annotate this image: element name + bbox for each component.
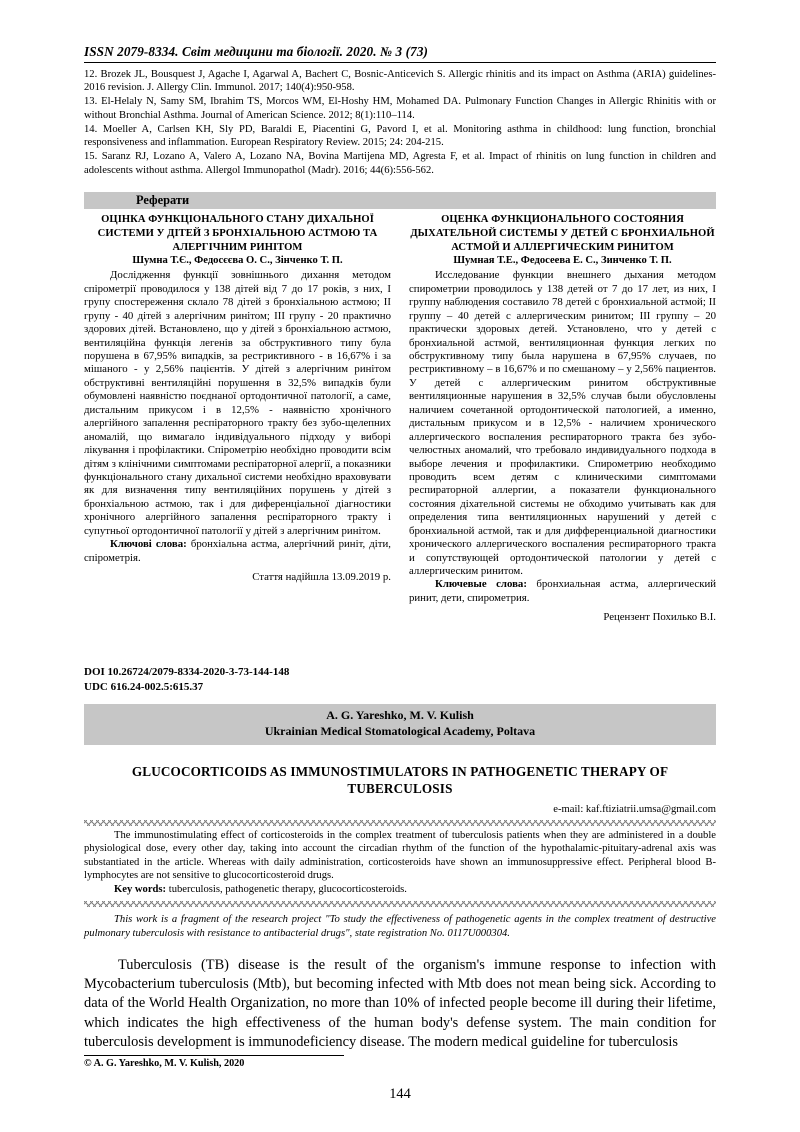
article-author-band — [84, 704, 716, 745]
reference-item: 13. El-Helaly N, Samy SM, Ibrahim TS, Morcos WM, El-Hoshy HM, Mohamed DA. Pulmonary Function Changes in Allergic Rhinitis with or without Bronchial Asthma. Journal of American Science. 2012; 8(1):110–114. — [84, 96, 716, 121]
article-abstract: The immunostimulating effect of corticosteroids in the complex treatment of tuberculosis patients when they are administered in a double physiological dose, every other day, taking into account the circadian rhythm of the function of the hypothalamic-pituitary-adrenal axis was substantiated in the article. Whereas with daily administration, corticosteroids have shown an immunosuppressive effect. Peripheral blood B-lymphocytes are not sensitive to glucocorticosteroid drugs. — [84, 829, 716, 882]
abstract-ukrainian — [84, 213, 391, 623]
reference-list — [84, 68, 716, 177]
abstract-ua-keywords-label: Ключові слова: — [110, 538, 187, 551]
abstract-russian — [409, 213, 716, 623]
abstract-ua-body: Дослідження функції зовнішнього дихання методом спірометрії проводилося у 138 дітей від 7 до 17 років, з них, I групу спостереження склало 78 дітей з бронхіальною астмою; II групу - 40 дітей з алергічним ринітом; III групу - 20 практично здорових дітей. Встановлено, що у дітей з бронхіальною астмою, вентиляційна функція легенів за обструктивного типу була порушена в 67,95% випадків, за рестриктивного - в 16,67% і за мішаного - у 2,56% пацієнтів. У дітей з алергічним ринітом обструктивні вентиляційні порушення в 32,5% випадків були обумовлені наявністю поєднаної ортодонтичної патології, а саме, дистальним прикусом і в 12,5% - наявністю хронічного алергійного запалення респіраторного тракту без зубо-щелепних аномалій, що вимагало індивідуального підходу у виборі лікування і профілактики. Спірометрію необхідно проводити всім дітям з клінічними симптомами респіраторної алергії, а показники функціонального стану дихальної системи необхідно враховувати як для визначення типу вентиляційних порушень у дітей з бронхіальною астмою, так і для диференціальної діагностики хронічного алергійного запалення респіраторного тракту і супутньої ортодонтичної патології у дітей з алергічним ринітом. — [84, 269, 391, 537]
abstract-ru-keywords-value: бронхиальная астма, аллергический ринит, дети, спирометрия. — [409, 578, 717, 604]
abstract-ua-footer: Стаття надійшла 13.09.2019 р. — [252, 571, 391, 584]
article-title: GLUCOCORTICOIDS AS IMMUNOSTIMULATORS IN PATHOGENETIC THERAPY OF TUBERCULOSIS — [131, 763, 669, 797]
abstract-ru-title: ОЦЕНКА ФУНКЦИОНАЛЬНОГО СОСТОЯНИЯ ДЫХАТЕЛЬНОЙ СИСТЕМЫ У ДЕТЕЙ С БРОНХИАЛЬНОЙ АСТМОЙ И АЛЛЕРГИЧЕСКИМ РИНИТОМ — [410, 214, 715, 253]
article-authors: A. G. Yareshko, M. V. Kulish — [326, 707, 474, 722]
page-content — [84, 44, 716, 1052]
abstract-ru-footer: Рецензент Похилько В.I. — [603, 611, 716, 624]
page-number: 144 — [389, 1086, 411, 1102]
running-head: ISSN 2079-8334. Світ медицини та біології. 2020. № 3 (73) — [84, 44, 429, 59]
copyright-line: © A. G. Yareshko, M. V. Kulish, 2020 — [84, 1058, 245, 1069]
article-identifiers — [84, 665, 716, 694]
wavy-divider-bottom — [84, 901, 716, 907]
article-email: e-mail: kaf.ftiziatrii.umsa@gmail.com — [553, 803, 716, 815]
footer-rule — [84, 1055, 344, 1056]
research-project-note: This work is a fragment of the research project "To study the effectiveness of pathogenetic agents in the complex treatment of destructive pulmonary tuberculosis with resistance to antibacterial drugs", state registration No. 0117U000304. — [84, 913, 716, 939]
header-rule — [84, 62, 716, 63]
udc-line: UDC 616.24-002.5:615.37 — [84, 680, 204, 693]
abstracts-section-band — [84, 192, 716, 209]
reference-item: 12. Brozek JL, Bousquest J, Agache I, Agarwal A, Bachert C, Bosnic-Anticevich S. Allergic rhinitis and its impact on Asthma (ARIA) guidelines-2016 revision. J. Allergy Clin. Immunol. 2017; 140(4):950-958. — [84, 69, 716, 94]
abstract-ua-keywords-value: бронхіальна астма, алергічний риніт, діти, спірометрія. — [84, 538, 391, 564]
abstract-ua-keywords — [84, 538, 391, 565]
article-keywords-label: Key words: — [114, 883, 167, 895]
abstract-ru-authors: Шумная Т.Е., Федосеева Е. С., Зинченко Т. П. — [453, 255, 672, 267]
abstract-ru-body: Исследование функции внешнего дыхания методом спирометрии проводилось у 138 детей от 7 до 17 лет, из них, I группу наблюдения составило 78 детей с бронхиальной астмой; II группу – 40 детей с аллергическим ринитом; III группу – 20 практически здоровых детей. Установлено, что у детей с бронхиальной астмой, вентиляционная функция легких по обструктивному типу была нарушена в 67,95% случаев, по рестриктивному – в 16,67% и по смешаному – у 2,56% пациентов. У детей с аллергическим ринитом обструктивные вентиляционные нарушения в 32,5% случав были обусловлены наличием сочетанной ортодонтической патологией, а именно, дистальным прикусом и в 12,5% - наличием хронического аллергического воспаления респираторного тракта без зубо-челюстных аномалий, что требовало индивидуального подхода в выборе лечения и профилактики. Спирометрию необходимо проводить всем детям с клиническими симптомами респираторной аллергии, а показатели функционального состояния діхательной системы не обходимо учитывать как для определения типа вентиляционных нарушений у детей с бронхиальной астмой, так и для дифференциальной диагностики хронического аллергического воспаления респираторного тракта и сопутствующей ортодонтической патологии у детей с аллергическим ринитом. — [409, 269, 716, 578]
doi-line: DOI 10.26724/2079-8334-2020-3-73-144-148 — [84, 666, 290, 679]
abstract-ru-keywords-label: Ключевые слова: — [435, 578, 527, 591]
reference-item: 15. Saranz RJ, Lozano A, Valero A, Lozano NA, Bovina Martijena MD, Agresta F, et al. Impact of rhinitis on lung function in children and adolescents without asthma. Allergol Immunopathol (Madr). 2016; 44(6):556-562. — [84, 151, 716, 176]
article-body-paragraph: Tuberculosis (TB) disease is the result of the organism's immune response to infection with Mycobacterium tuberculosis (Mtb), but becoming infected with Mtb does not mean being sick. According to data of the World Health Organization, no more than 10% of infected people become ill during their lifetime, which indicates the high effectiveness of the human body's defense system. The main condition for tuberculosis development is immunodeficiency disease. The modern medical guideline for tuberculosis — [84, 957, 716, 1050]
reference-item: 14. Moeller A, Carlsen KH, Sly PD, Baraldi E, Piacentini G, Pavord I, et al. Monitoring asthma in childhood: lung function, bronchial responsiveness and inflammation. European Respiratory Review. 2015; 24: 204-215. — [84, 123, 716, 149]
abstracts-columns — [84, 213, 716, 623]
article-keywords — [84, 883, 716, 896]
abstracts-section-label: Реферати — [136, 193, 190, 208]
abstract-ua-title: ОЦІНКА ФУНКЦІОНАЛЬНОГО СТАНУ ДИХАЛЬНОЇ СИСТЕМИ У ДІТЕЙ З БРОНХІАЛЬНОЮ АСТМОЮ ТА АЛЕРГІЧНИМ РИНІТОМ — [97, 214, 378, 253]
wavy-divider-top — [84, 820, 716, 826]
article-keywords-value: tuberculosis, pathogenetic therapy, glucocorticosteroids. — [168, 883, 407, 895]
abstract-ru-keywords — [409, 578, 716, 605]
abstract-ua-authors: Шумна Т.Є., Федосєєва О. С., Зінченко Т. П. — [132, 255, 343, 267]
article-affiliation: Ukrainian Medical Stomatological Academy, Poltava — [264, 723, 536, 738]
